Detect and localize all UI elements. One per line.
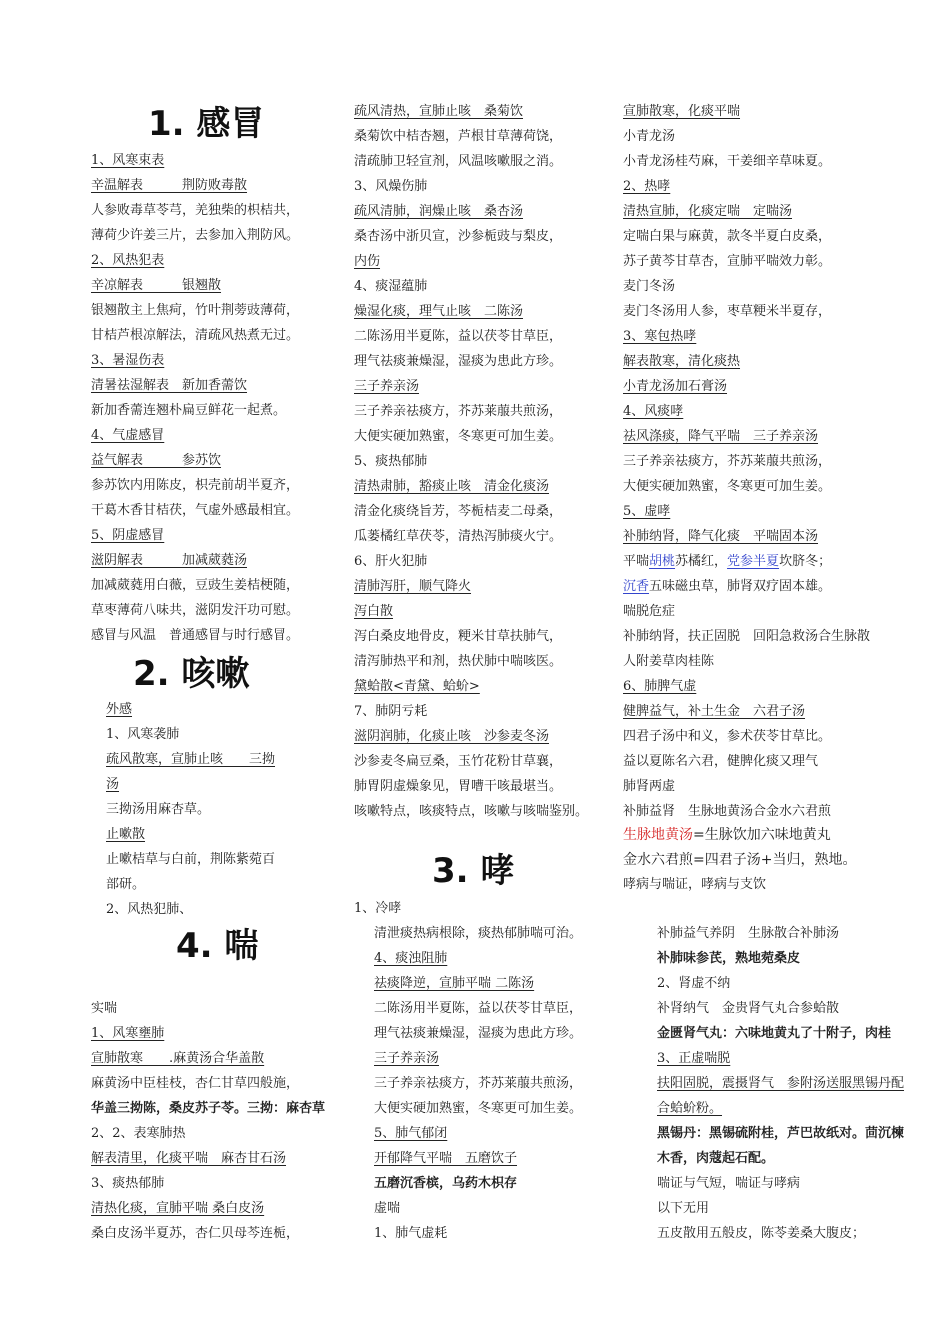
text-line: 泻白散 [354,604,394,619]
text-line: 咳嗽特点，咳痰特点，咳嗽与咳喘鉴别。 [354,804,589,819]
text-line: 开郁降气平喘 五磨饮子 [374,1151,518,1166]
text-line: 五皮散用五般皮，陈苓姜桑大腹皮； [657,1226,866,1241]
text-line: 小青龙汤 [623,129,676,144]
text-line: 金匮肾气丸：六味地黄丸了十附子，肉桂 [657,1026,892,1041]
text-line: 清疏肺卫轻宣剂，风温咳嗽服之消。 [354,154,563,169]
text-line: 大便实硬加熟蜜，冬寒更可加生姜。 [354,429,563,444]
text-line: 补肺纳肾，扶正固脱 回阳急救汤合生脉散 [623,629,871,644]
text-line: 清金化痰绕旨芳，芩栀桔麦二母桑， [354,504,563,519]
text-line: 银翘散主上焦疴，竹叶荆蒡豉薄荷， [91,303,300,318]
text-line: 4、气虚感冒 [91,428,165,443]
bottom-column-2 [354,0,624,1250]
text-line: 1、冷哮 [354,901,402,916]
text-line: 麻黄汤中臣桂枝，杏仁甘草四般施， [91,1076,300,1091]
text-line: 喘脱危症 [623,604,676,619]
text-line: 4、痰湿蕴肺 [354,279,428,294]
text-span: 苏橘红， [675,554,728,569]
text-line: 感冒与风温 普通感冒与时行感冒。 [91,628,300,643]
text-line: 四君子汤中和义，参术茯苓甘草比。 [623,729,832,744]
heading-chuan: 4. 喘 [176,926,259,966]
text-line: 疏风清热，宣肺止咳 桑菊饮 [354,104,524,119]
text-line: 2、风热犯肺、 [106,902,193,917]
text-line: 三子养亲汤 [354,379,420,394]
heading-xiao: 3. 哮 [432,851,515,891]
text-span: =生脉饮加六味地黄丸 [693,827,831,843]
text-line: 祛痰降逆，宣肺平喘 二陈汤 [374,976,535,991]
text-line: 解表清里，化痰平喘 麻杏甘石汤 [91,1151,287,1166]
heading-ganmao: 1. 感冒 [148,104,265,144]
text-line: 清热肃肺，豁痰止咳 清金化痰汤 [354,479,550,494]
text-line: 定喘白果与麻黄，款冬半夏白皮桑， [623,229,832,244]
text-span: 五味磁虫草，肺肾双疗固本雄。 [649,579,832,594]
text-line: 健脾益气，补土生金 六君子汤 [623,704,806,719]
text-line: 理气祛痰兼燥湿，湿痰为患此方珍。 [354,354,563,369]
text-line: 止嗽散 [106,827,146,842]
text-line: 二陈汤用半夏陈，益以茯苓甘草臣， [354,329,563,344]
text-line: 疏风散寒，宣肺止咳 三拗 [106,752,276,767]
text-line: 1、风寒壅肺 [91,1026,165,1041]
text-line: 喘证与气短，喘证与哮病 [657,1176,801,1191]
text-line: 二陈汤用半夏陈，益以茯苓甘草臣， [374,1001,583,1016]
text-line: 黑锡丹：黑锡硫附桂，芦巴故纸对。茴沉楝 [657,1126,905,1141]
text-line: 滋阴润肺，化痰止咳 沙参麦冬汤 [354,729,550,744]
text-line: 滋阴解表 加减葳蕤汤 [91,553,248,568]
text-line: 1、风寒袭肺 [106,727,180,742]
text-line: 4、痰浊阻肺 [374,951,448,966]
text-line: 1、肺气虚耗 [374,1226,448,1241]
text-line: 清暑祛湿解表 新加香薷饮 [91,378,248,393]
text-line: 三子养亲祛痰方，芥苏莱菔共煎汤， [374,1076,583,1091]
text-line: 2、肾虚不纳 [657,976,731,991]
text-line: 人附姜草肉桂陈 [623,654,715,669]
text-line: 4、风痰哮 [623,404,684,419]
text-line: 大便实硬加熟蜜，冬寒更可加生姜。 [374,1101,583,1116]
text-line: 7、肺阴亏耗 [354,704,428,719]
text-line: 6、肝火犯肺 [354,554,428,569]
text-line: 5、阴虚感冒 [91,528,165,543]
text-line: 哮病与喘证，哮病与支饮 [623,877,767,892]
text-line: 苏子黄芩甘草杏，宣肺平喘效力彰。 [623,254,832,269]
text-line: 疏风清肺，润燥止咳 桑杏汤 [354,204,524,219]
text-line: 加减葳蕤用白薇，豆豉生姜桔梗随， [91,578,300,593]
text-line: 3、暑湿伤表 [91,353,165,368]
text-line: 瓜蒌橘红草茯苓，清热泻肺痰火宁。 [354,529,563,544]
link-dangshen-banxia[interactable]: 党参半夏 [727,554,780,569]
text-span: 平喘 [623,554,650,569]
link-chenxiang[interactable]: 沉香 [623,579,650,594]
text-line: 5、肺气郁闭 [374,1126,448,1141]
text-line: 三拗汤用麻杏草。 [106,802,211,817]
text-line: 解表散寒，清化痰热 [623,354,741,369]
text-line: 2、2、表寒肺热 [91,1126,186,1141]
text-line: 清泄痰热病根除，痰热郁肺喘可治。 [374,926,583,941]
text-line: 补肺纳肾，降气化痰 平喘固本汤 [623,529,819,544]
text-line: 燥湿化痰，理气止咳 二陈汤 [354,304,524,319]
text-line: 补肾纳气 金贵肾气丸合参蛤散 [657,1001,840,1016]
text-line: 2、热哮 [623,179,671,194]
link-hutao[interactable]: 胡桃 [649,554,676,569]
bottom-column-1 [91,0,366,1250]
text-line: 6、肺脾气虚 [623,679,697,694]
text-line: 理气祛痰兼燥湿，湿痰为患此方珍。 [374,1026,583,1041]
text-line: 泻白桑皮地骨皮，粳米甘草扶肺气， [354,629,563,644]
text-line: 木香，肉蔻起石配。 [657,1151,775,1166]
text-line: 汤 [106,777,120,792]
text-line: 甘桔芦根凉解法，清疏风热煮无过。 [91,328,300,343]
text-line: 薄荷少许姜三片，去参加入荆防风。 [91,228,300,243]
text-line: 益以夏陈名六君，健脾化痰又理气 [623,754,819,769]
text-line: 5、痰热郁肺 [354,454,428,469]
text-line: 以下无用 [657,1201,710,1216]
text-line: 肺肾两虚 [623,779,676,794]
text-line: 沙参麦冬扁豆桑，玉竹花粉甘草襄， [354,754,563,769]
text-line: 部研。 [106,877,146,892]
text-line: 宣肺散寒，化痰平喘 [623,104,741,119]
text-line: 三子养亲祛痰方，芥苏莱菔共煎汤， [354,404,563,419]
text-line: 5、虚哮 [623,504,671,519]
text-line: 清热化痰，宣肺平喘 桑白皮汤 [91,1201,265,1216]
text-line: 辛凉解表 银翘散 [91,278,222,293]
text-line: 清热宣肺，化痰定喘 定喘汤 [623,204,793,219]
text-line: 大便实硬加熟蜜，冬寒更可加生姜。 [623,479,832,494]
text-line: 小青龙汤加石膏汤 [623,379,728,394]
text-line: 益气解表 参苏饮 [91,453,222,468]
heading-kesou: 2. 咳嗽 [133,654,250,694]
text-line: 内伤 [354,254,381,269]
text-line: 补肺益气养阴 生脉散合补肺汤 [657,926,840,941]
text-line: 三子养亲祛痰方，芥苏莱菔共煎汤， [623,454,832,469]
text-line: 小青龙汤桂芍麻，干姜细辛草味夏。 [623,154,832,169]
text-line: 合蛤蚧粉。 [657,1101,723,1116]
text-line: 麦门冬汤 [623,279,676,294]
text-line: 金水六君煎=四君子汤+当归，熟地。 [623,852,857,868]
text-line: 3、寒包热哮 [623,329,697,344]
text-line: 草枣薄荷八味共，滋阴发汗功可慰。 [91,603,300,618]
text-line: 五磨沉香槟，乌药木枳存 [374,1176,518,1191]
text-line: 补肺味参芪，熟地菀桑皮 [657,951,801,966]
text-line: 虚喘 [374,1201,401,1216]
text-line: 华盖三拗陈，桑皮苏子苓。三拗：麻杏草 [91,1101,326,1116]
text-line: 肺胃阴虚燥象见，胃嘈干咳最堪当。 [354,779,563,794]
text-line: 黛蛤散<青黛、蛤蚧> [354,679,480,694]
text-line: 辛温解表 荆防败毒散 [91,178,248,193]
text-span: 生脉地黄汤 [623,827,693,843]
text-line: 清肺泻肝，顺气降火 [354,579,472,594]
text-line: 麦门冬汤用人参，枣草粳米半夏存， [623,304,832,319]
text-line: 3、风燥伤肺 [354,179,428,194]
text-line: 1、风寒束表 [91,153,165,168]
text-line: 三子养亲汤 [374,1051,440,1066]
text-span: 坎脐冬； [779,554,832,569]
text-line: 桑白皮汤半夏苏，杏仁贝母芩连栀， [91,1226,300,1241]
text-line: 清泻肺热平和剂，热伏肺中喘咳医。 [354,654,563,669]
text-line: 止嗽桔草与白前，荆陈紫菀百 [106,852,276,867]
text-line: 3、痰热郁肺 [91,1176,165,1191]
text-line: 3、正虚喘脱 [657,1051,731,1066]
text-line: 干葛木香甘桔茯，气虚外感最相宜。 [91,503,300,518]
text-line: 宣肺散寒 .麻黄汤合华盖散 [91,1051,265,1066]
text-line: 桑杏汤中浙贝宣，沙参栀豉与梨皮， [354,229,563,244]
text-line: 桑菊饮中桔杏翘，芦根甘草薄荷饶， [354,129,563,144]
text-line: 祛风涤痰，降气平喘 三子养亲汤 [623,429,819,444]
text-line: 外感 [106,702,133,717]
text-line: 实喘 [91,1001,118,1016]
text-line: 新加香薷连翘朴扁豆鲜花一起煮。 [91,403,287,418]
bottom-column-3 [657,0,942,1250]
text-line: 人参败毒草苓芎，羌独柴的枳桔共， [91,203,300,218]
text-line: 参苏饮内用陈皮，枳壳前胡半夏齐， [91,478,300,493]
text-line: 2、风热犯表 [91,253,165,268]
text-line: 扶阳固脱，震摄肾气 参附汤送服黑锡丹配 [657,1076,905,1091]
text-line: 补肺益肾 生脉地黄汤合金水六君煎 [623,804,832,819]
